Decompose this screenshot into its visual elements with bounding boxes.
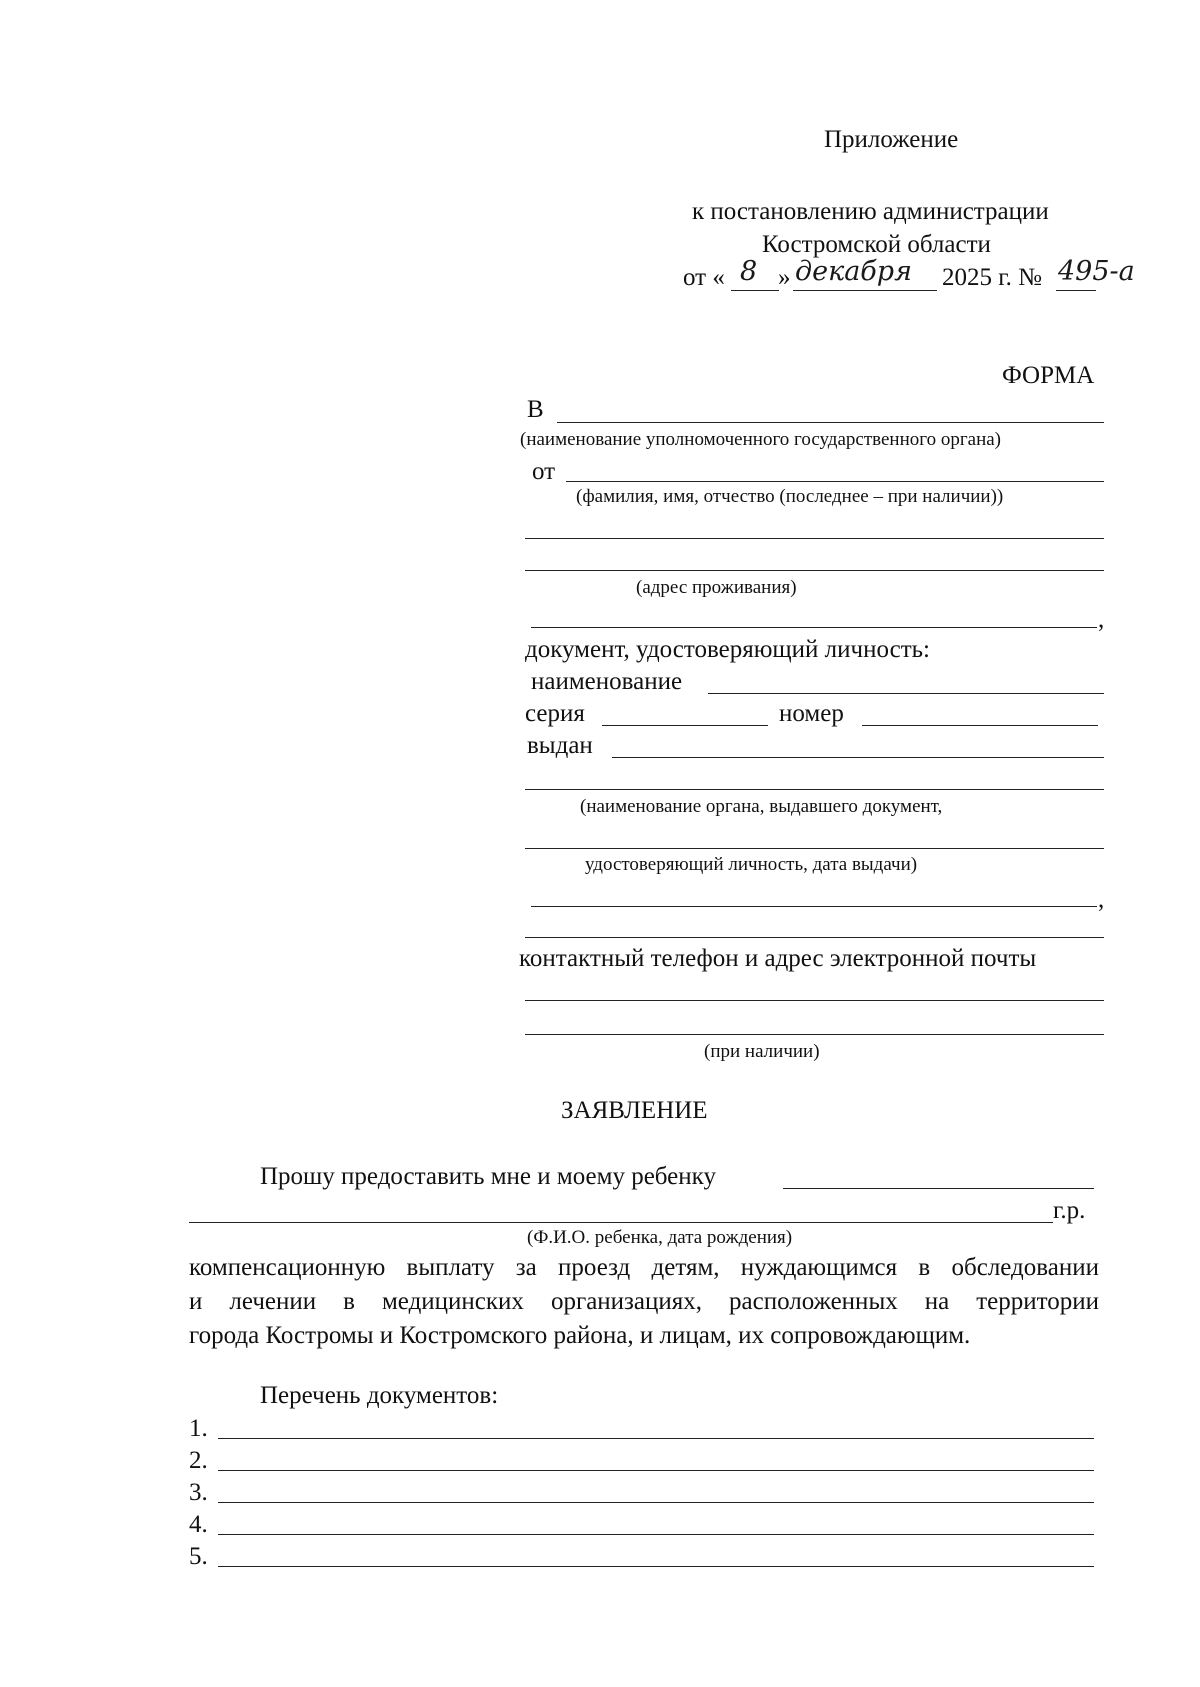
- request-body: [189, 1251, 1099, 1353]
- contact-field-1[interactable]: [525, 1000, 1104, 1001]
- month-underline: [793, 290, 937, 291]
- id-issued-field-3[interactable]: [525, 848, 1104, 849]
- id-document-title: документ, удостоверяющий личность:: [525, 636, 930, 663]
- statement-title: ЗАЯВЛЕНИЕ: [561, 1097, 708, 1124]
- id-issued-field-5[interactable]: [525, 937, 1104, 938]
- address-field-2[interactable]: [525, 570, 1104, 571]
- id-name-field[interactable]: [708, 693, 1104, 694]
- id-issued-field-4[interactable]: [531, 906, 1097, 907]
- document-item-field[interactable]: [218, 1566, 1094, 1567]
- contact-field-2[interactable]: [525, 1034, 1104, 1035]
- document-item-field[interactable]: [218, 1470, 1094, 1471]
- request-body-line-1: компенсационную выплату за проезд детям, нуждающимся в обследовании: [189, 1254, 1099, 1281]
- to-prefix: В: [527, 396, 544, 423]
- address-hint: (адрес проживания): [636, 577, 797, 598]
- address-field-3[interactable]: [531, 627, 1097, 628]
- id-issued-field-2[interactable]: [525, 789, 1104, 790]
- issuer-hint-2: удостоверяющий личность, дата выдачи): [585, 854, 918, 875]
- document-item-number: 1.: [189, 1415, 208, 1442]
- comma-2: ,: [1098, 886, 1105, 913]
- from-prefix: от: [532, 458, 556, 485]
- id-issued-field-1[interactable]: [612, 757, 1104, 758]
- child-name-field-2[interactable]: [189, 1222, 1053, 1223]
- date-month: декабря: [795, 256, 912, 287]
- document-item-number: 4.: [189, 1511, 208, 1538]
- date-prefix: от «: [683, 264, 725, 291]
- comma-1: ,: [1098, 606, 1105, 633]
- form-label: ФОРМА: [1002, 362, 1095, 389]
- appendix-title: Приложение: [824, 126, 959, 153]
- region-name: Костромской области: [762, 231, 991, 258]
- date-mid: »: [778, 264, 791, 291]
- id-series-label: серия: [525, 700, 585, 727]
- authority-field[interactable]: [557, 422, 1104, 423]
- date-day: 8: [740, 256, 758, 287]
- contact-hint: (при наличии): [704, 1041, 820, 1062]
- issuer-hint-1: (наименование органа, выдавшего документ,: [580, 796, 943, 817]
- decree-reference: к постановлению администрации: [692, 198, 1049, 225]
- document-item-number: 2.: [189, 1447, 208, 1474]
- id-number-field[interactable]: [862, 725, 1098, 726]
- decree-number: 495-а: [1058, 256, 1135, 287]
- document-item-field[interactable]: [218, 1534, 1094, 1535]
- id-number-label: номер: [779, 700, 844, 727]
- child-hint: (Ф.И.О. ребенка, дата рождения): [527, 1227, 793, 1248]
- child-name-field-1[interactable]: [783, 1188, 1094, 1189]
- day-underline: [731, 290, 779, 291]
- number-underline: [1056, 290, 1096, 291]
- request-body-line-2: и лечении в медицинских организациях, расположенных на территории: [189, 1288, 1099, 1315]
- date-year: 2025 г. №: [942, 264, 1043, 291]
- documents-title: Перечень документов:: [260, 1382, 499, 1409]
- document-item-number: 5.: [189, 1543, 208, 1570]
- id-issued-label: выдан: [527, 732, 593, 759]
- birth-suffix: г.р.: [1053, 1197, 1086, 1224]
- contact-label: контактный телефон и адрес электронной почты: [519, 945, 1037, 972]
- applicant-name-field[interactable]: [566, 481, 1104, 482]
- request-start: Прошу предоставить мне и моему ребенку: [260, 1163, 716, 1190]
- id-series-field[interactable]: [602, 725, 768, 726]
- document-item-field[interactable]: [218, 1502, 1094, 1503]
- address-field-1[interactable]: [525, 538, 1104, 539]
- authority-hint: (наименование уполномоченного государственного органа): [520, 429, 1001, 450]
- applicant-name-hint: (фамилия, имя, отчество (последнее – при наличии)): [576, 486, 1004, 507]
- request-body-line-3: города Костромы и Костромского района, и лицам, их сопровождающим.: [189, 1322, 971, 1349]
- document-item-field[interactable]: [218, 1438, 1094, 1439]
- id-name-label: наименование: [531, 668, 683, 695]
- document-item-number: 3.: [189, 1479, 208, 1506]
